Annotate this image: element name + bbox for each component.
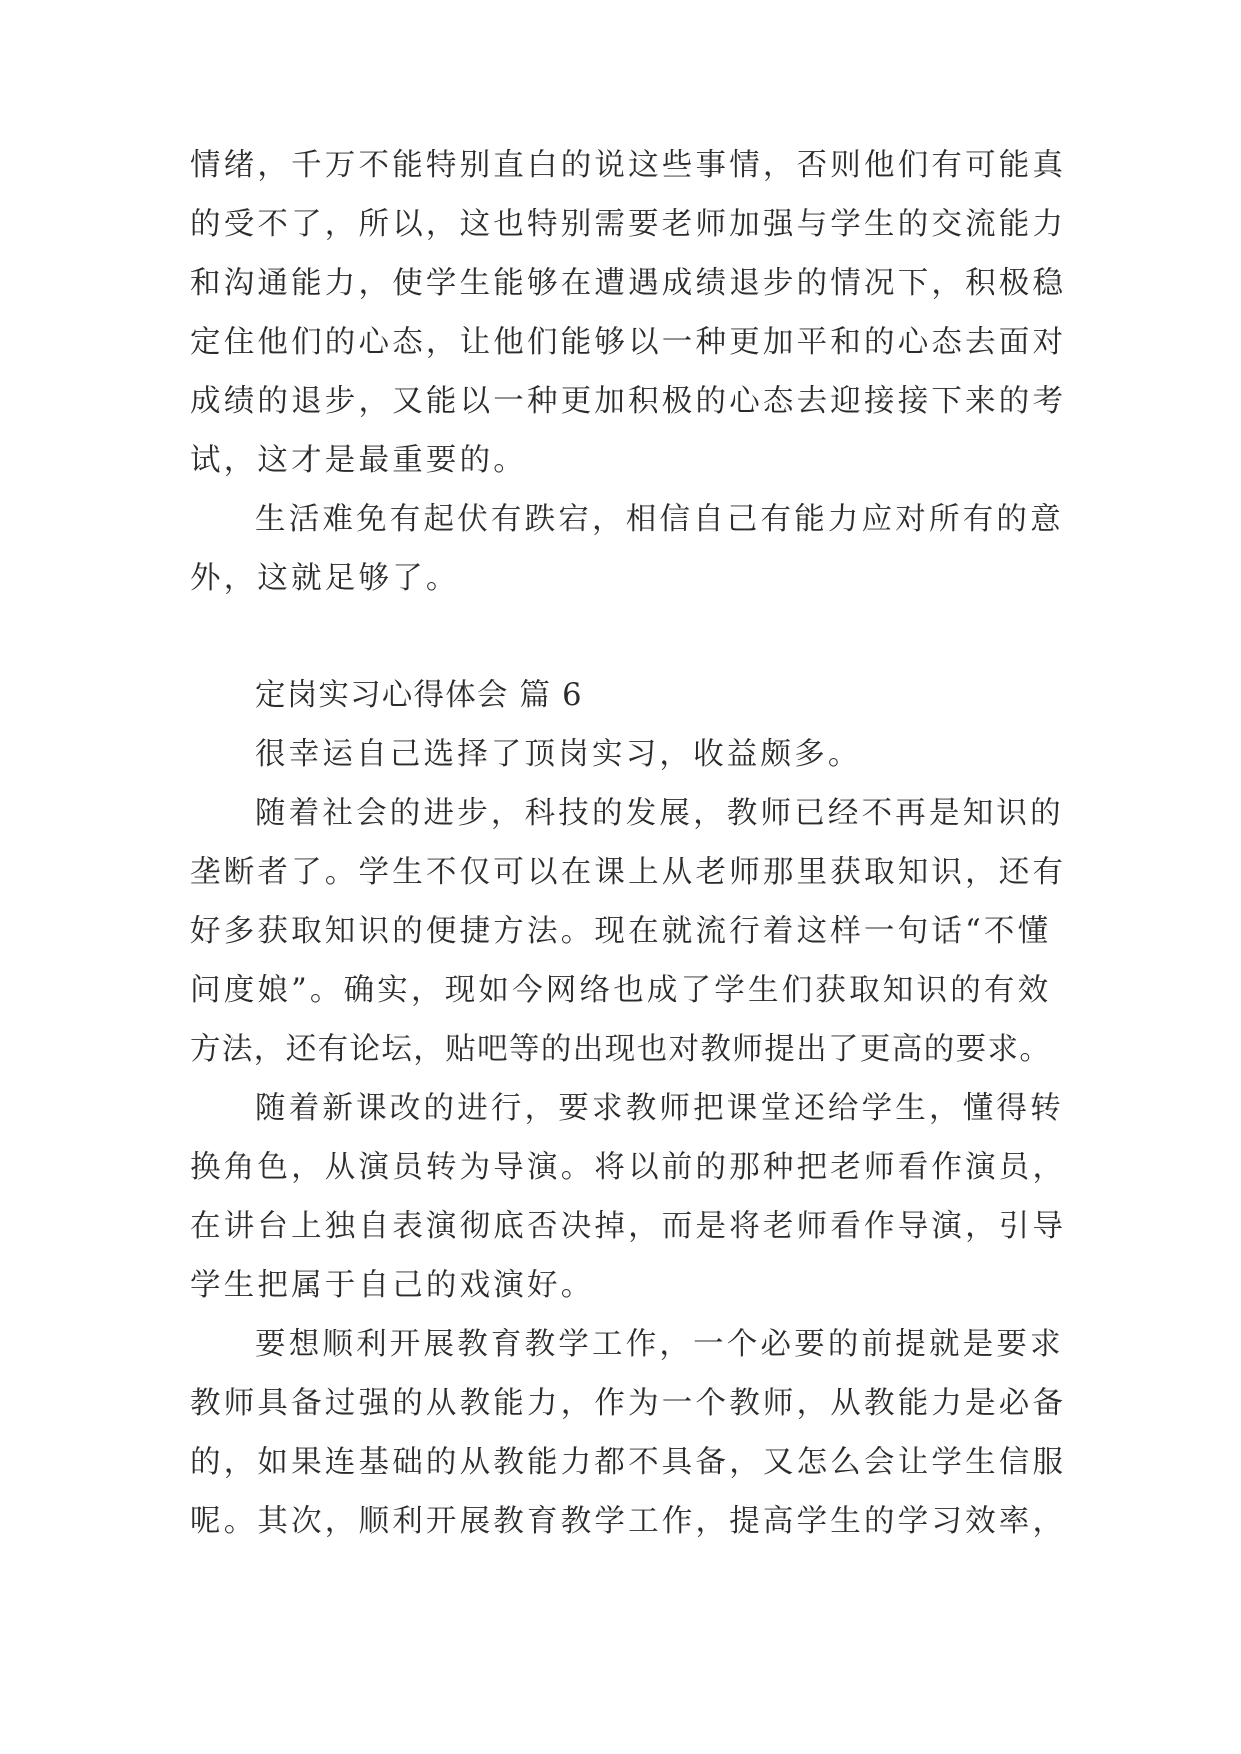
text-line: 情绪，千万不能特别直白的说这些事情，否则他们有可能真	[190, 148, 1067, 183]
text-line: 在讲台上独自表演彻底否决掉，而是将老师看作导演，引导	[190, 1209, 1067, 1244]
text-line: 很幸运自己选择了顶岗实习，收益颇多。	[255, 737, 862, 772]
text-line: 随着新课改的进行，要求教师把课堂还给学生，懂得转	[255, 1091, 1064, 1126]
text-line: 换角色，从演员转为导演。将以前的那种把老师看作演员，	[190, 1150, 1067, 1185]
text-line: 学生把属于自己的戏演好。	[190, 1268, 595, 1303]
text-line: 外，这就足够了。	[190, 561, 460, 596]
text-line: 随着社会的进步，科技的发展，教师已经不再是知识的	[255, 796, 1064, 831]
text-line: 好多获取知识的便捷方法。现在就流行着这样一句话“不懂	[190, 914, 1052, 949]
text-line: 生活难免有起伏有跌宕，相信自己有能力应对所有的意	[255, 502, 1064, 537]
text-line: 和沟通能力，使学生能够在遭遇成绩退步的情况下，积极稳	[190, 266, 1067, 301]
section-heading: 定岗实习心得体会 篇 6	[255, 678, 583, 713]
text-line: 成绩的退步，又能以一种更加积极的心态去迎接接下来的考	[190, 384, 1067, 419]
text-line: 垄断者了。学生不仅可以在课上从老师那里获取知识，还有	[190, 855, 1067, 890]
text-line: 呢。其次，顺利开展教育教学工作，提高学生的学习效率，	[190, 1504, 1067, 1539]
text-line: 问度娘”。确实，现如今网络也成了学生们获取知识的有效	[190, 973, 1052, 1008]
text-line: 的，如果连基础的从教能力都不具备，又怎么会让学生信服	[190, 1445, 1067, 1480]
text-line: 教师具备过强的从教能力，作为一个教师，从教能力是必备	[190, 1386, 1067, 1421]
text-line: 方法，还有论坛，贴吧等的出现也对教师提出了更高的要求。	[190, 1032, 1052, 1067]
text-line: 定住他们的心态，让他们能够以一种更加平和的心态去面对	[190, 325, 1067, 360]
text-line: 试，这才是最重要的。	[190, 443, 527, 478]
text-line: 的受不了，所以，这也特别需要老师加强与学生的交流能力	[190, 207, 1067, 242]
text-line: 要想顺利开展教育教学工作，一个必要的前提就是要求	[255, 1327, 1064, 1362]
